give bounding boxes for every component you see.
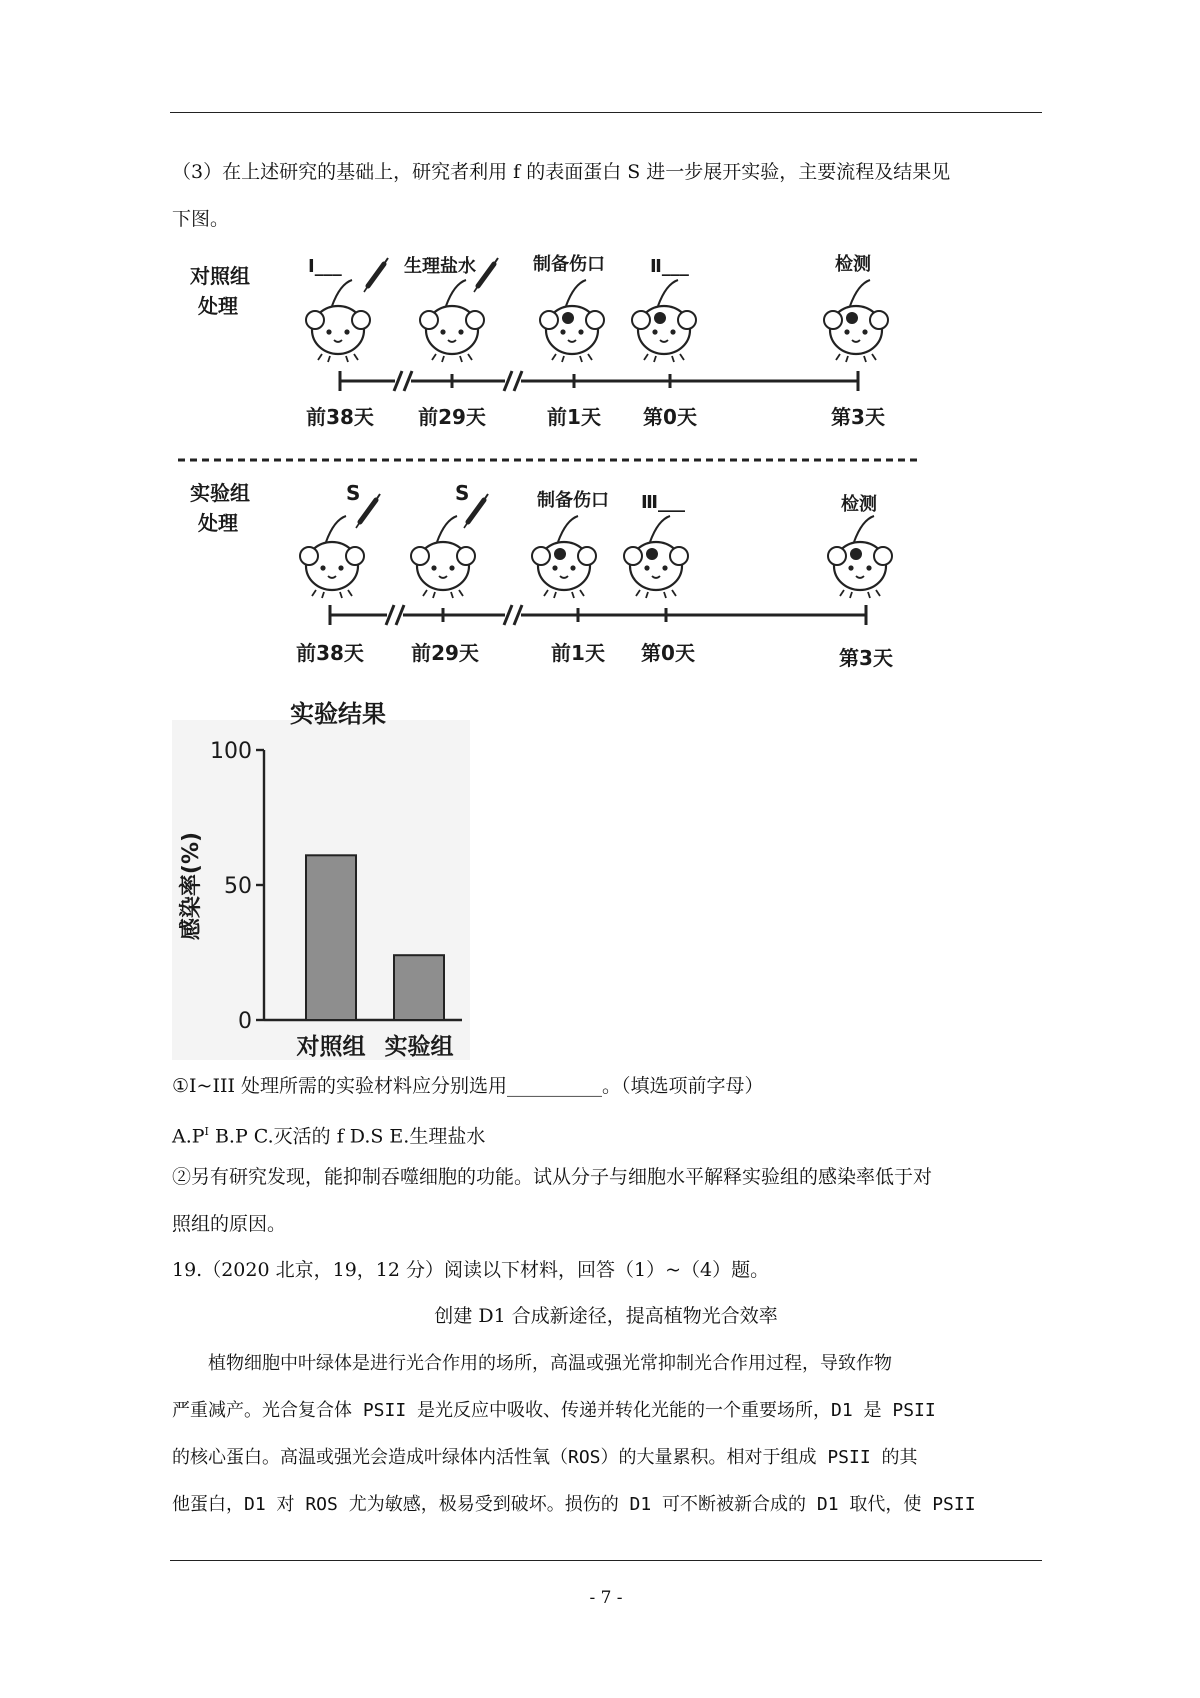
control-day-2: 前29天	[418, 405, 486, 429]
option-a-prefix: A.P	[172, 1125, 205, 1148]
wound-mark	[562, 312, 574, 324]
y-tick-label: 100	[210, 739, 252, 764]
article-line-1: 植物细胞中叶绿体是进行光合作用的场所，高温或强光常抑制光合作用过程，导致作物	[172, 1353, 892, 1374]
experiment-step-3-label: 制备伤口	[537, 490, 609, 511]
experiment-group-label-line2: 处理	[198, 511, 238, 535]
mouse-icon	[300, 516, 364, 598]
option-a-superscript: I	[204, 1125, 209, 1138]
article-title: 创建 D1 合成新途径，提高植物光合效率	[434, 1305, 778, 1327]
experiment-step-2-label: S	[455, 481, 470, 505]
control-step-3-label: 制备伤口	[533, 254, 605, 275]
sub-question-2-line1: ②另有研究发现，能抑制吞噬细胞的功能。试从分子与细胞水平解释实验组的感染率低于对	[172, 1166, 933, 1188]
control-group-label-line2: 处理	[198, 294, 238, 318]
control-day-4: 第0天	[643, 405, 697, 429]
bar-1	[306, 855, 356, 1020]
control-step-4-label: Ⅱ___	[650, 256, 689, 277]
mouse-icon	[420, 280, 484, 362]
y-tick-label: 50	[224, 874, 252, 899]
y-tick-label: 0	[238, 1009, 252, 1034]
wound-mark	[654, 312, 666, 324]
x-category-label: 对照组	[296, 1034, 366, 1060]
wound-mark	[646, 548, 658, 560]
experiment-group-label-line1: 实验组	[190, 481, 250, 505]
question-3-intro-line1: （3）在上述研究的基础上，研究者利用 f 的表面蛋白 S 进一步展开实验，主要流程及结果见	[172, 161, 951, 183]
wound-mark	[850, 548, 862, 560]
answer-options	[172, 1118, 1040, 1150]
control-step-1-label: Ⅰ___	[308, 256, 342, 277]
article-line-3: 的核心蛋白。高温或强光会造成叶绿体内活性氧（ROS）的大量累积。相对于组成 PSII 的其	[172, 1447, 918, 1468]
page-number: - 7 -	[589, 1588, 623, 1608]
article-line-4: 他蛋白，D1 对 ROS 尤为敏感，极易受到破坏。损伤的 D1 可不断被新合成的 D1 取代，使 PSII	[172, 1494, 976, 1515]
article-line-2: 严重减产。光合复合体 PSII 是光反应中吸收、传递并转化光能的一个重要场所，D1 是 PSII	[172, 1400, 936, 1421]
experiment-day-3: 前1天	[551, 641, 605, 665]
control-day-1: 前38天	[306, 405, 374, 429]
chart-title: 实验结果	[290, 700, 386, 728]
options-rest: B.P C.灭活的 f D.S E.生理盐水	[208, 1125, 486, 1148]
control-step-2-label: 生理盐水	[404, 256, 476, 277]
experiment-day-2: 前29天	[411, 641, 479, 665]
experiment-timeline	[330, 605, 866, 625]
question-19-header: 19.（2020 北京，19，12 分）阅读以下材料，回答（1）~（4）题。	[172, 1259, 770, 1281]
bar-2	[394, 955, 444, 1020]
x-category-label: 实验组	[384, 1034, 454, 1060]
control-group-label-line1: 对照组	[190, 264, 250, 288]
control-timeline	[340, 371, 858, 391]
control-step-5-label: 检测	[835, 254, 871, 275]
control-day-3: 前1天	[547, 405, 601, 429]
wound-mark	[846, 312, 858, 324]
question-3-intro-line2: 下图。	[172, 208, 230, 230]
experiment-day-1: 前38天	[296, 641, 364, 665]
experiment-day-4: 第0天	[641, 641, 695, 665]
experiment-step-4-label: Ⅲ___	[641, 492, 686, 513]
control-day-5: 第3天	[831, 405, 885, 429]
syringe-icon	[364, 258, 388, 292]
mouse-icon	[306, 280, 370, 362]
mouse-icon	[411, 516, 475, 598]
experiment-step-1-label: S	[346, 481, 361, 505]
sub-question-2-line2: 照组的原因。	[172, 1213, 287, 1235]
y-axis-label: 感染率(%)	[179, 831, 204, 941]
syringe-icon	[474, 258, 498, 292]
sub-question-1: ①I~III 处理所需的实验材料应分别选用__________。（填选项前字母）	[172, 1075, 764, 1097]
footer-rule	[170, 1560, 1042, 1561]
wound-mark	[554, 548, 566, 560]
experiment-step-5-label: 检测	[841, 494, 877, 515]
experiment-day-5: 第3天	[839, 646, 893, 670]
